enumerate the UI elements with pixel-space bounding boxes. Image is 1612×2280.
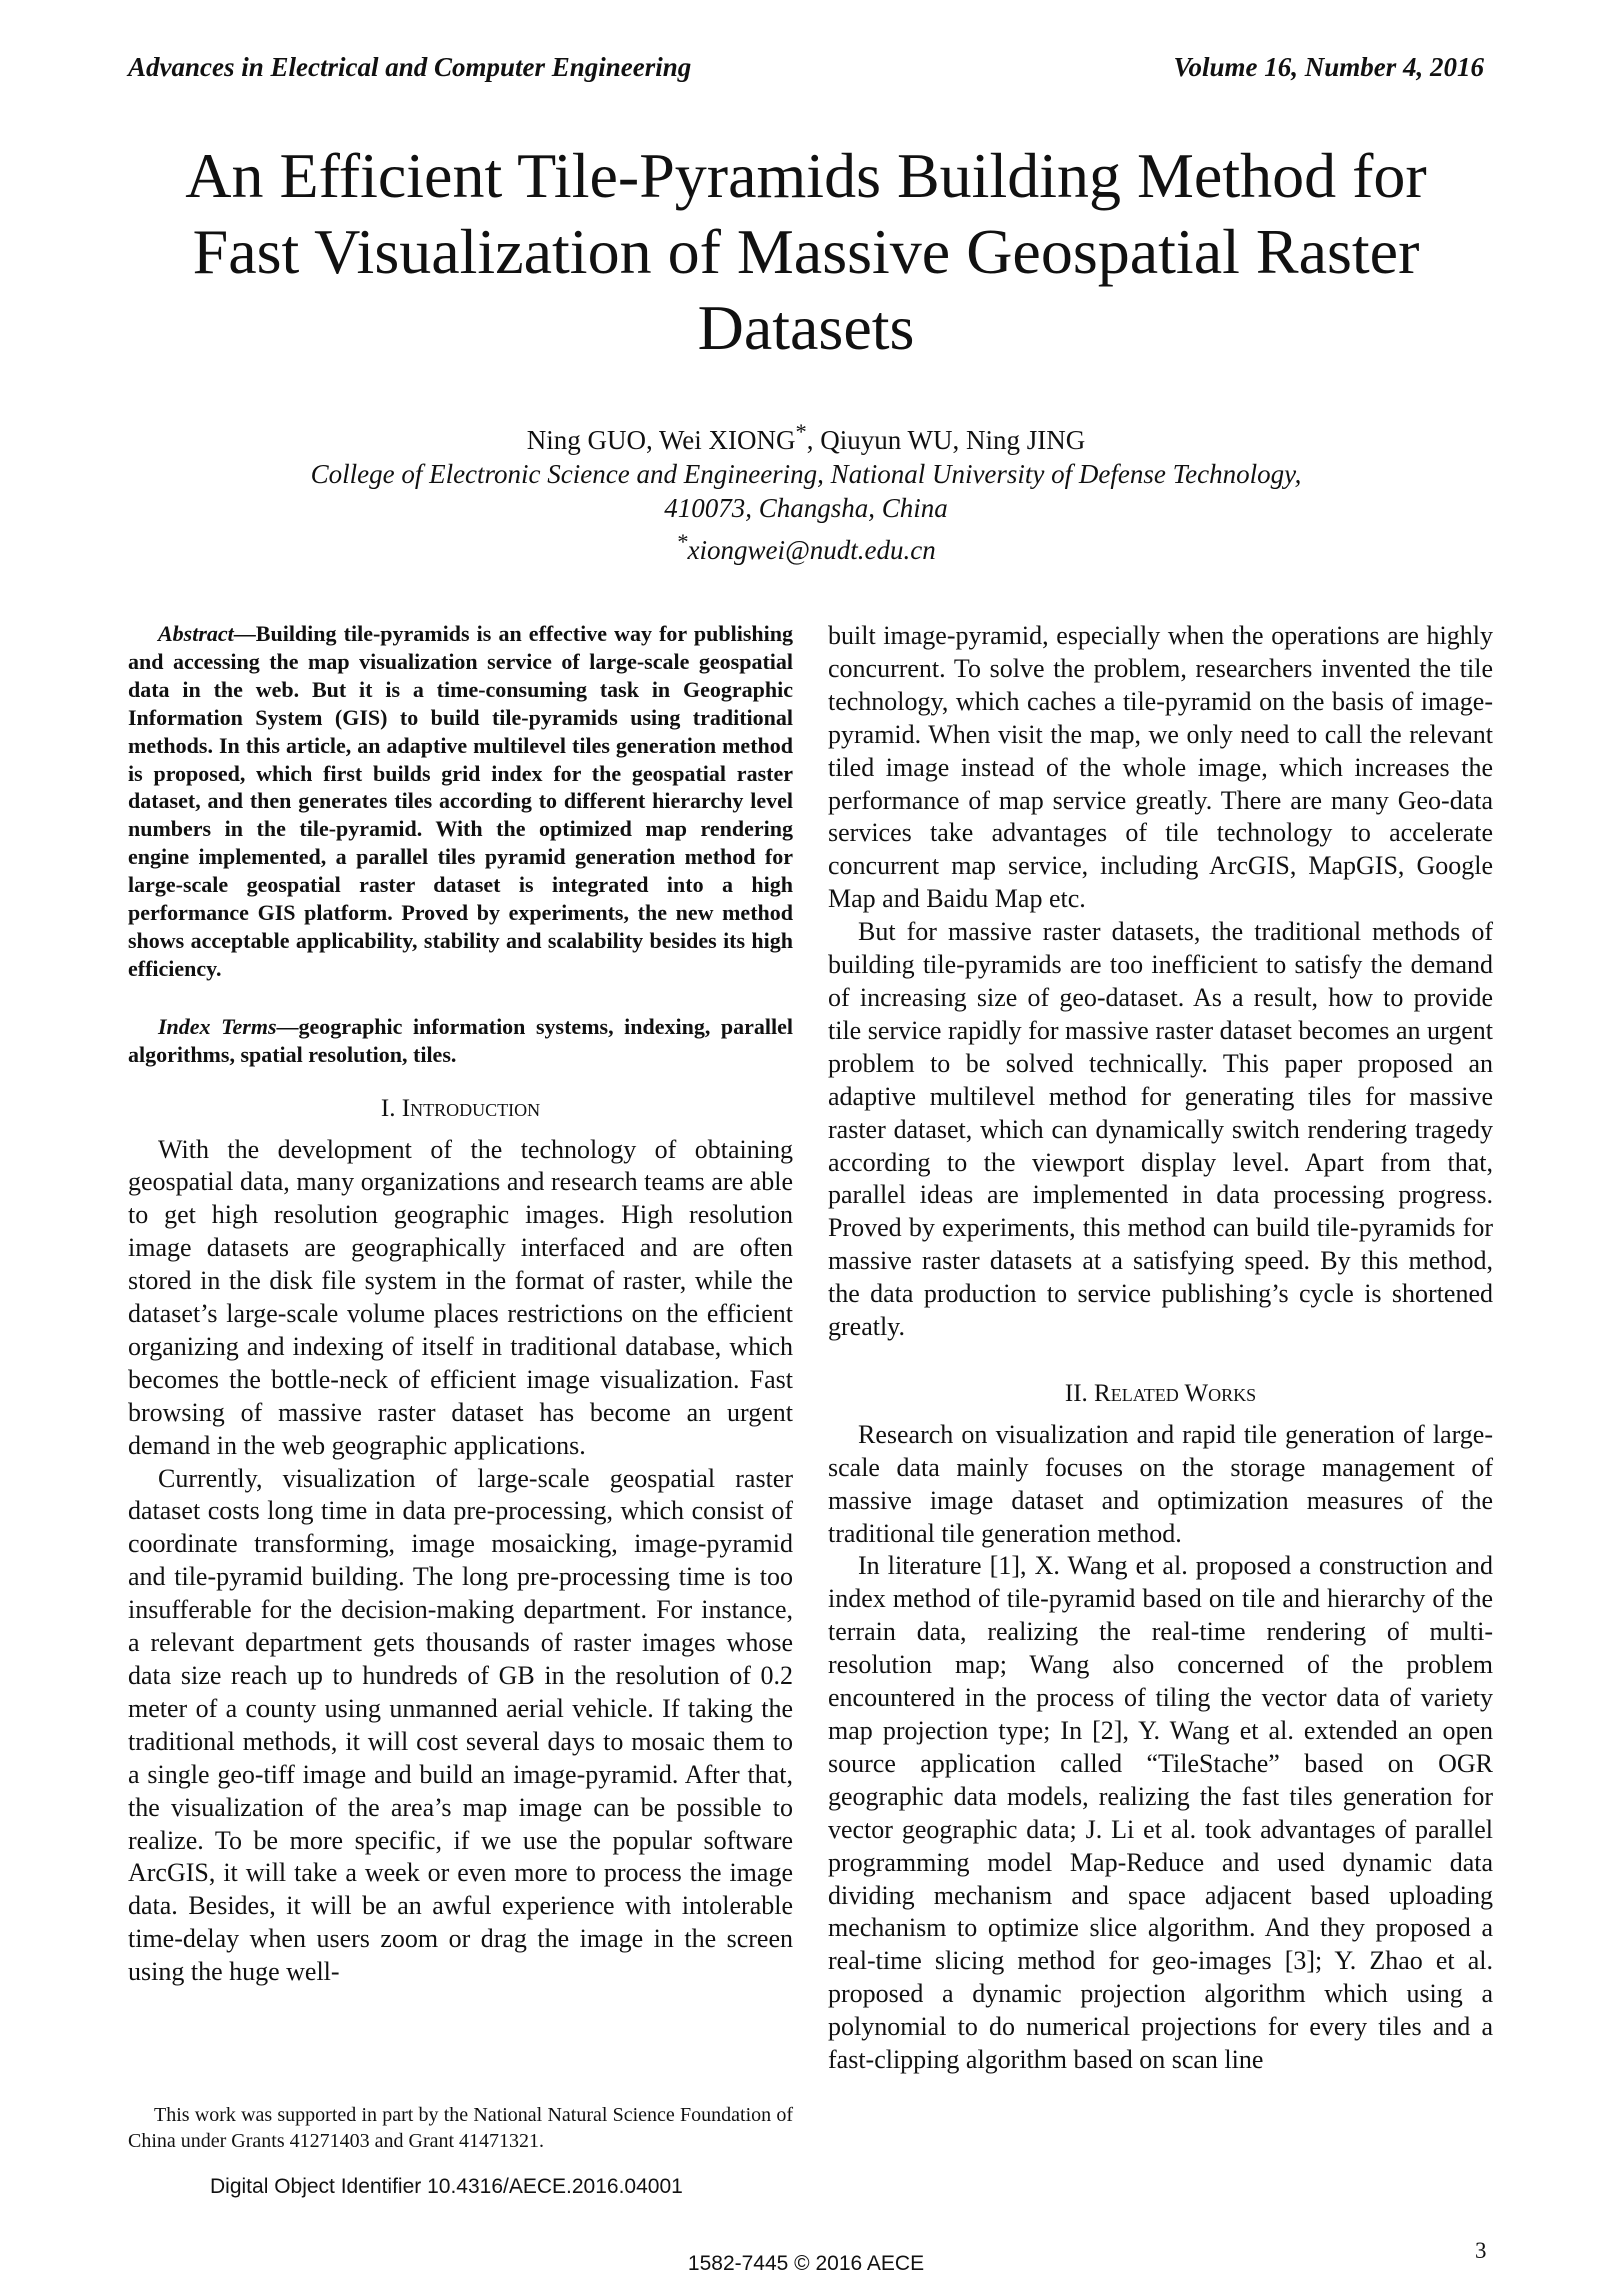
section-heading-related-works: II. Related Works (1064, 1379, 1257, 1407)
funding-footnote-text: This work was supported in part by the National Natural Science Foundation of China under Grants 41271403 and Grant 41471321. (128, 2104, 793, 2152)
running-head (128, 52, 1484, 83)
affiliation-line-1: College of Electronic Science and Engineering, National University of Defense Technology, (310, 459, 1302, 489)
page-number: 3 (1475, 2238, 1487, 2263)
right-column (828, 620, 1493, 2077)
corresponding-mark: * (795, 419, 807, 444)
author-block (128, 415, 1484, 567)
index-terms (128, 1013, 793, 1069)
intro-paragraph-continued: built image-pyramid, especially when the operations are highly concurrent. To solve the problem, researchers invented the tile technology, which caches a tile-pyramid on the basis of image-pyramid. When visit the map, we only need to call the relevant tiled image instead of the whole image, which increases the performance of map service greatly. There are many Geo-data services take advantages of tile technology to accelerate concurrent map service, including ArcGIS, MapGIS, Google Map and Baidu Map etc. (828, 621, 1493, 914)
author-names-rest: , Qiuyun WU, Ning JING (806, 425, 1086, 455)
section-heading-introduction: I. Introduction (380, 1094, 541, 1122)
abstract (128, 620, 793, 983)
affiliation-line-2: 410073, Changsha, China (664, 493, 948, 523)
related-paragraph-2: In literature [1], X. Wang et al. proposed a construction and index method of tile-pyramid based on tile and hierarchy of the terrain data, realizing the real-time rendering of multi-resolution map; Wang also concerned of the problem encountered in the process of tiling the vector data of variety map projection type; In [2], Y. Wang et al. extended an open source application called “TileStache” based on OGR geographic data models, realizing the fast tiles generation for vector geographic data; J. Li et al. took advantages of parallel programming model Map-Reduce and used dynamic data dividing mechanism and space adjacent based uploading mechanism to optimize slice algorithm. And they proposed a real-time slicing method for geo-images [3]; Y. Zhao et al. proposed a dynamic projection algorithm which using a polynomial to do numerical projections for every tiles and a fast-clipping algorithm based on scan line (828, 1551, 1493, 2075)
abstract-label: Abstract (158, 621, 234, 646)
doi-line: Digital Object Identifier 10.4316/AECE.2016.04001 (210, 2175, 683, 2198)
paper-title: An Efficient Tile-Pyramids Building Method for Fast Visualization of Massive Geospatial Raster Datasets (185, 140, 1427, 363)
intro-paragraph-3: But for massive raster datasets, the traditional methods of building tile-pyramids are too inefficient to satisfy the demand of increasing size of geo-dataset. As a result, how to provide tile service rapidly for massive raster dataset becomes an urgent problem to be solved technically. This paper proposed an adaptive multilevel method for generating tiles for massive raster dataset, which can dynamically switch rendering tragedy according to the viewport display level. Apart from that, parallel ideas are implemented in data processing progress. Proved by experiments, this method can build tile-pyramids for massive raster datasets at a satisfying speed. By this method, the data production to service publishing’s cycle is shortened greatly. (828, 917, 1493, 1342)
journal-name: Advances in Electrical and Computer Engineering (128, 52, 692, 82)
issn-footer: 1582-7445 © 2016 AECE (687, 2252, 925, 2275)
related-paragraph-1: Research on visualization and rapid tile generation of large-scale data mainly focuses on the storage management of massive image dataset and optimization measures of the traditional tile generation method. (828, 1419, 1493, 1548)
intro-paragraph-1: With the development of the technology of obtaining geospatial data, many organizations and research teams are able to get high resolution geographic images. High resolution image datasets are geographically interfaced and are often stored in the disk file system in the format of raster, while the dataset’s large-scale volume places restrictions on the efficient organizing and indexing of itself in traditional database, which becomes the bottle-neck of efficient image visualization. Fast browsing of massive raster dataset has become an urgent demand in the web geographic applications. (128, 1134, 793, 1460)
author-names-first: Ning GUO, Wei XIONG (526, 425, 796, 455)
author-names (128, 415, 1484, 457)
intro-paragraph-2: Currently, visualization of large-scale geospatial raster dataset costs long time in data pre-processing, which consist of coordinate transforming, image mosaicking, image-pyramid and tile-pyramid building. The long pre-processing time is too insufferable for the decision-making department. For instance, a relevant department gets thousands of raster images whose data size reach up to hundreds of GB in the resolution of 0.2 meter of a county using unmanned aerial vehicle. If taking the traditional methods, it will cost several days to mosaic them to a single geo-tiff image and build an image-pyramid. After that, the visualization of the area’s map image can be possible to realize. To be more specific, if we use the popular software ArcGIS, it will take a week or even more to process the image data. Besides, it will be an awful experience with intolerable time-delay when users zoom or drag the image in the screen using the huge well- (128, 1463, 793, 1987)
funding-footnote (128, 2102, 793, 2154)
email-mark: * (676, 529, 688, 554)
index-terms-text: —geographic information systems, indexing, parallel algorithms, spatial resolution, tiles. (128, 1013, 793, 1067)
volume-info: Volume 16, Number 4, 2016 (1173, 52, 1484, 82)
index-terms-label: Index Terms (158, 1013, 277, 1039)
left-column (128, 620, 793, 1989)
abstract-text: —Building tile-pyramids is an effective way for publishing and accessing the map visualization service of large-scale geospatial data in the web. But it is a time-consuming task in Geographic Information System (GIS) to build tile-pyramids using traditional methods. In this article, an adaptive multilevel tiles generation method is proposed, which first builds grid index for the geospatial raster dataset, and then generates tiles according to different hierarchy level numbers in the tile-pyramid. With the optimized map rendering engine implemented, a parallel tiles pyramid generation method for large-scale geospatial raster dataset is integrated into a high performance GIS platform. Proved by experiments, the new method shows acceptable applicability, stability and scalability besides its high efficiency. (128, 621, 793, 981)
email-address: xiongwei@nudt.edu.cn (687, 535, 936, 565)
author-email (128, 525, 1484, 567)
